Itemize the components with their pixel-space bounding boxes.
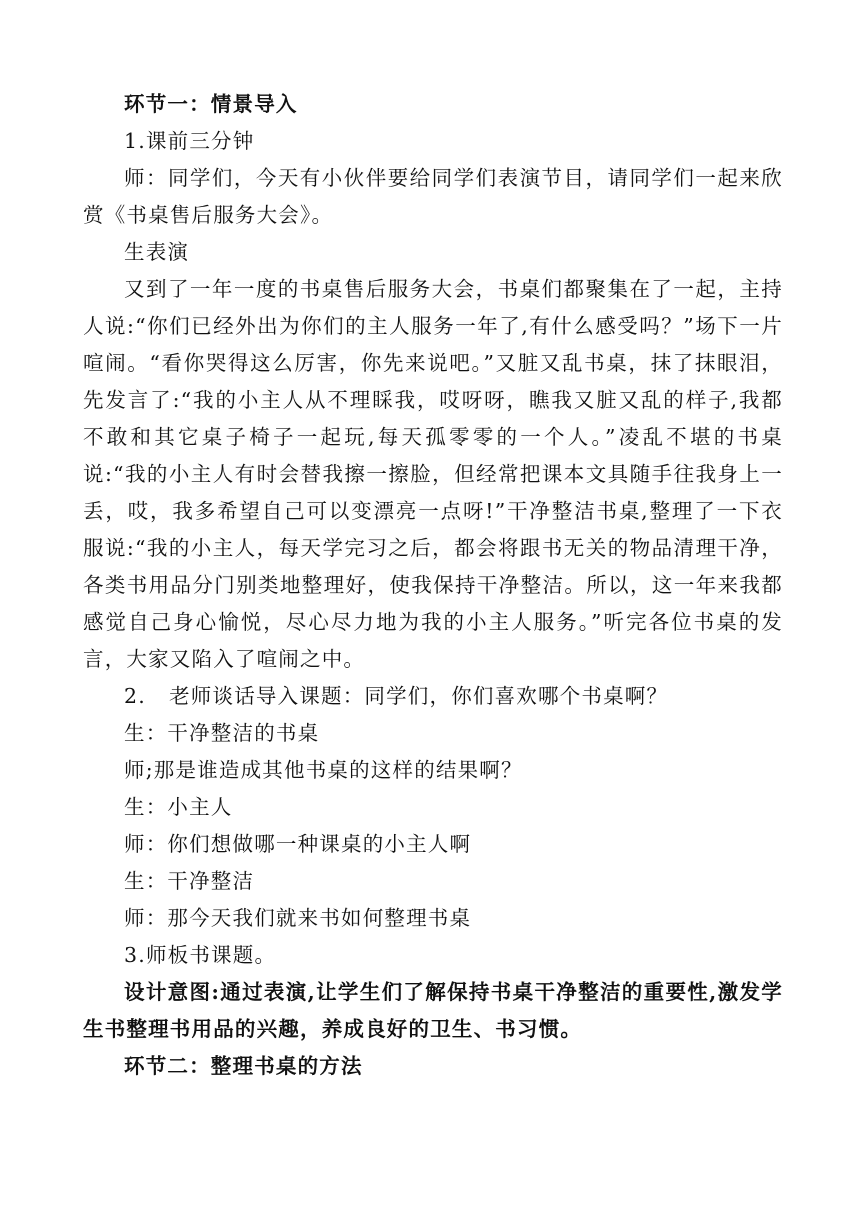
dialogue-line: 生：小主人 — [124, 795, 233, 819]
section-heading-1: 环节一：情景导入 — [124, 92, 298, 116]
item-3-title: 3.师板书课题。 — [124, 943, 277, 967]
dialogue-line: 生：干净整洁 — [124, 869, 255, 893]
dialogue-line: 师;那是谁造成其他书桌的这样的结果啊？ — [124, 758, 523, 782]
story-paragraph: 又到了一年一度的书桌售后服务大会，书桌们都聚集在了一起，主持人说:“你们已经外出为你们的主人服务一年了,有什么感受吗？”场下一片喧闹。“看你哭得这么厉害，你先来说吧。”又脏又乱书桌，抹了抹眼泪，先发言了:“我的小主人从不理睬我，哎呀呀，瞧我又脏又乱的样子,我都不敢和其它桌子椅子一起玩,每天孤零零的一个人。”凌乱不堪的书桌说:“我的小主人有时会替我擦一擦脸，但经常把课本文具随手往我身上一丢，哎，我多希望自己可以变漂亮一点呀!”干净整洁书桌,整理了一下衣服说:“我的小主人，每天学完习之后，都会将跟书无关的物品清理干净，各类书用品分门别类地整理好，使我保持干净整洁。所以，这一年来我都感觉自己身心愉悦，尽心尽力地为我的小主人服务。”听完各位书桌的发言，大家又陷入了喧闹之中。 — [83, 277, 783, 671]
student-performance-line: 生表演 — [124, 240, 190, 264]
item-1-title: 1.课前三分钟 — [124, 129, 255, 153]
teacher-intro-paragraph: 师：同学们，今天有小伙伴要给同学们表演节目，请同学们一起来欣赏《书桌售后服务大会》。 — [83, 166, 783, 227]
dialogue-line: 生：干净整洁的书桌 — [124, 721, 320, 745]
section-heading-2: 环节二：整理书桌的方法 — [124, 1054, 363, 1078]
item-2-title: 2. 老师谈话导入课题：同学们，你们喜欢哪个书桌啊？ — [124, 684, 669, 708]
dialogue-line: 师：那今天我们就来书如何整理书桌 — [124, 906, 472, 930]
dialogue-line: 师：你们想做哪一种课桌的小主人啊 — [124, 832, 472, 856]
document-body — [83, 86, 783, 1085]
design-intent-paragraph: 设计意图:通过表演,让学生们了解保持书桌干净整洁的重要性,激发学生书整理书用品的兴趣，养成良好的卫生、书习惯。 — [83, 980, 783, 1041]
